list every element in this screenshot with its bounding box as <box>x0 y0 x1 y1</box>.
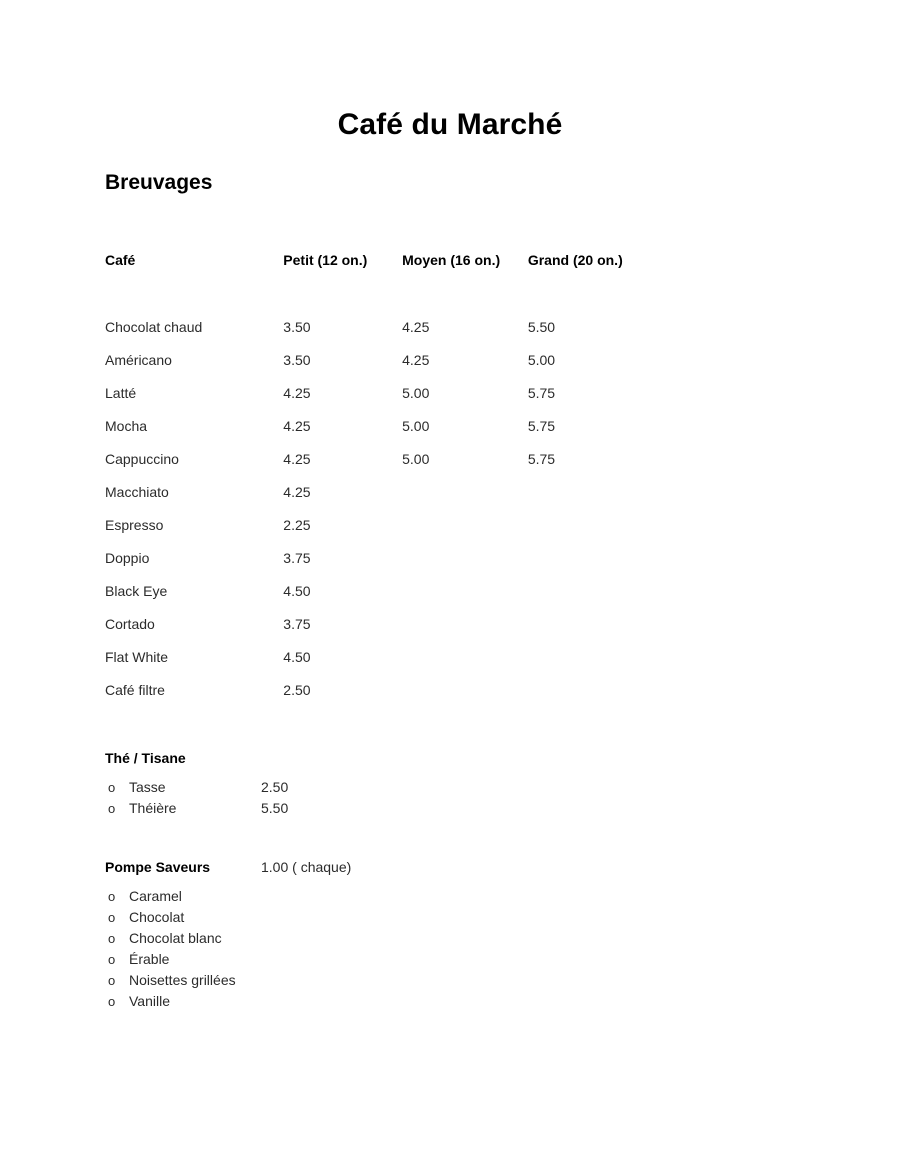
table-row <box>105 318 665 351</box>
table-header-spacer <box>105 274 665 318</box>
cell-item-name: Doppio <box>105 550 150 566</box>
list-item <box>105 991 351 1012</box>
table-row <box>105 681 665 714</box>
sub-heading-tea: Thé / Tisane <box>105 750 186 766</box>
cell-price-medium <box>402 516 528 549</box>
column-header-name: Café <box>105 252 136 268</box>
cell-price-large <box>528 549 665 582</box>
syrup-item-label: Chocolat blanc <box>129 930 222 946</box>
cell-item-name: Mocha <box>105 418 148 434</box>
tea-item-list <box>105 777 288 819</box>
cell-price-small: 4.25 <box>283 451 311 467</box>
tea-item-label: Tasse <box>129 779 166 795</box>
table-header <box>105 252 665 318</box>
syrup-item-label: Noisettes grillées <box>129 972 236 988</box>
column-header-large: Grand (20 on.) <box>527 252 623 268</box>
page-title: Café du Marché <box>337 108 563 141</box>
cell-price-large <box>528 615 665 648</box>
table-row <box>105 351 665 384</box>
cell-price-large <box>528 681 665 714</box>
table-row <box>105 450 665 483</box>
circle-bullet-icon: o <box>108 994 116 1009</box>
cell-price-medium <box>402 483 528 516</box>
list-item <box>105 777 288 798</box>
cell-price-small: 4.50 <box>283 649 311 665</box>
cell-item-name: Américano <box>105 352 172 368</box>
table-row <box>105 582 665 615</box>
cell-price-small: 3.75 <box>283 616 311 632</box>
cell-price-small: 3.50 <box>283 319 311 335</box>
circle-bullet-icon: o <box>108 889 116 904</box>
table-row <box>105 615 665 648</box>
cell-item-name: Black Eye <box>105 583 168 599</box>
table-row <box>105 384 665 417</box>
cell-price-large: 5.00 <box>527 352 556 368</box>
tea-item-price: 2.50 <box>261 779 289 795</box>
tea-item-price: 5.50 <box>261 800 289 816</box>
syrup-item-list <box>105 886 351 1012</box>
cell-price-small: 3.50 <box>283 352 311 368</box>
list-item <box>105 949 351 970</box>
table-row <box>105 549 665 582</box>
cell-price-small: 4.25 <box>283 484 311 500</box>
cell-price-large: 5.75 <box>527 418 556 434</box>
cell-price-medium <box>402 549 528 582</box>
list-item <box>105 886 351 907</box>
cell-price-large <box>528 483 665 516</box>
circle-bullet-icon: o <box>108 931 116 946</box>
table-row <box>105 483 665 516</box>
cell-price-medium: 5.00 <box>402 451 430 467</box>
column-header-medium: Moyen (16 on.) <box>402 252 501 268</box>
spacer-cell <box>105 274 283 318</box>
spacer-cell <box>283 274 402 318</box>
cell-price-small: 4.25 <box>283 385 311 401</box>
cell-item-name: Cappuccino <box>105 451 179 467</box>
cell-price-medium: 5.00 <box>402 418 430 434</box>
cell-price-small: 4.50 <box>283 583 311 599</box>
cell-price-small: 2.50 <box>283 682 311 698</box>
table-header-row <box>105 252 665 274</box>
cell-price-small: 4.25 <box>283 418 311 434</box>
cell-price-large <box>528 582 665 615</box>
cell-price-small: 3.75 <box>283 550 311 566</box>
circle-bullet-icon: o <box>108 952 116 967</box>
circle-bullet-icon: o <box>108 780 116 795</box>
syrup-price: 1.00 ( chaque) <box>261 859 352 875</box>
syrup-item-label: Caramel <box>129 888 182 904</box>
cell-price-medium <box>402 582 528 615</box>
cell-price-large <box>528 648 665 681</box>
list-item <box>105 970 351 991</box>
table-row <box>105 516 665 549</box>
table-row <box>105 417 665 450</box>
syrup-heading-row <box>105 858 351 876</box>
cell-price-medium: 4.25 <box>402 319 430 335</box>
list-item <box>105 928 351 949</box>
cell-item-name: Chocolat chaud <box>105 319 203 335</box>
list-item <box>105 798 288 819</box>
cell-item-name: Macchiato <box>105 484 169 500</box>
list-item <box>105 907 351 928</box>
cell-item-name: Cortado <box>105 616 155 632</box>
sub-heading-syrups: Pompe Saveurs <box>105 859 211 875</box>
syrup-item-label: Chocolat <box>129 909 185 925</box>
cell-price-large: 5.50 <box>527 319 556 335</box>
syrup-section <box>105 858 351 1012</box>
syrup-item-label: Vanille <box>129 993 170 1009</box>
table-body <box>105 318 665 714</box>
cell-item-name: Espresso <box>105 517 164 533</box>
spacer-cell <box>528 274 665 318</box>
tea-section <box>105 749 288 819</box>
cell-price-medium <box>402 648 528 681</box>
cell-price-medium <box>402 615 528 648</box>
cell-item-name: Flat White <box>105 649 169 665</box>
cell-price-medium: 4.25 <box>402 352 430 368</box>
cell-price-large: 5.75 <box>527 451 556 467</box>
coffee-price-table <box>105 252 665 714</box>
cell-price-small: 2.25 <box>283 517 311 533</box>
cell-price-medium: 5.00 <box>402 385 430 401</box>
circle-bullet-icon: o <box>108 801 116 816</box>
spacer-cell <box>402 274 528 318</box>
cell-price-large <box>528 516 665 549</box>
circle-bullet-icon: o <box>108 973 116 988</box>
section-heading-beverages: Breuvages <box>105 171 213 194</box>
syrup-item-label: Érable <box>129 951 170 967</box>
column-header-small: Petit (12 on.) <box>283 252 368 268</box>
cell-price-large: 5.75 <box>527 385 556 401</box>
cell-item-name: Café filtre <box>105 682 165 698</box>
table-row <box>105 648 665 681</box>
circle-bullet-icon: o <box>108 910 116 925</box>
cell-price-medium <box>402 681 528 714</box>
cell-item-name: Latté <box>105 385 137 401</box>
tea-item-label: Théière <box>129 800 177 816</box>
